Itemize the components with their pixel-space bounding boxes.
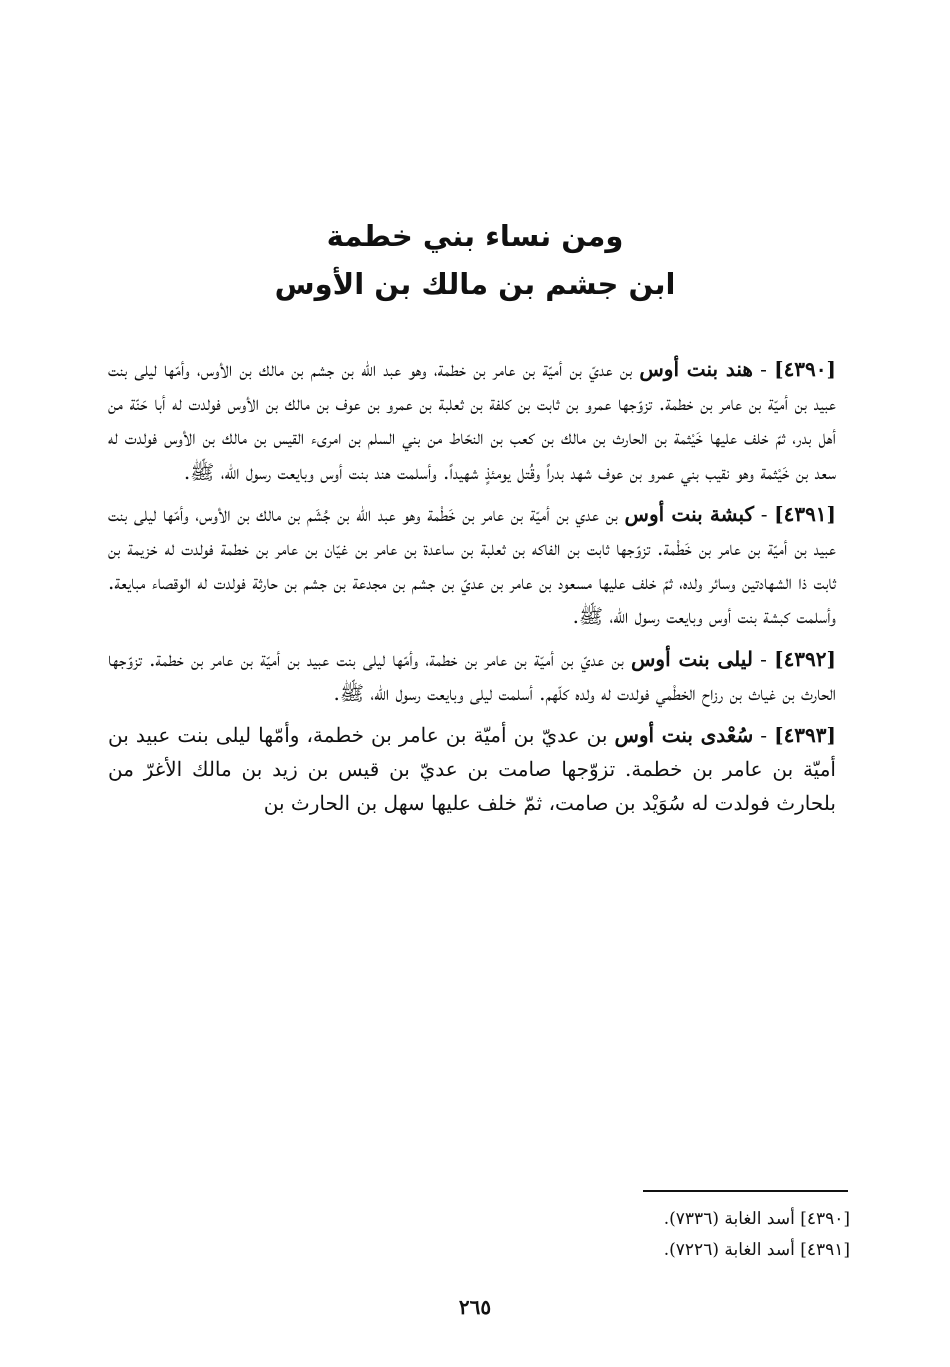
entry-number: [٤٣٩٢] — [774, 646, 836, 671]
footnote-4390: [٤٣٩٠] أسد الغابة (٧٣٣٦). — [663, 1209, 850, 1229]
entry-text: بن عدي بن أميّة بن عامر بن خَطْمة وهو عبد الله بن جُشَم بن مالك بن الأوس، وأمّها ليلى بنت عبيد بن أميّة بن عامر بن خَطْمة. تزوّجها ثابت بن الفاكه بن ثعلبة بن ساعدة بن عامر بن غيّان بن عامر بن خطمة فولدت له خزيمة بن ثابت ذا الشهادتين وسائر ولده، ثمّ خلف عليها مسعود بن عامر بن عديّ بن جشم بن مجدعة بن جشم بن حارثة فولدت له الوقصاء مبايعة. وأسلمت كبشة بنت أوس وبايعت رسول الله، ﷺ. — [108, 501, 836, 629]
entry-name: كبشة بنت أوس — [624, 501, 755, 526]
entry-4390: [٤٣٩٠] - هند بنت أوس بن عديّ بن أميّة بن عامر بن خطمة، وهو عبد الله بن جشم بن مالك بن الأوس، وأمّها ليلى بنت عبيد بن أميّة بن عامر بن خطمة. تزوّجها عمرو بن ثابت بن كلفة بن ثعلبة بن عمرو بن عوف بن مالك بن الأوس فولدت له أبا حَنّة من أهل بدر، ثمّ خلف عليها خَيْثمة بن الحارث بن مالك بن كعب بن النحّاط من بني السلم بن امرىء القيس بن مالك بن الأوس فولدت له سعد بن خَيْثمة وهو نقيب بني عمرو بن عوف شهد بدراً وقُتل يومئذٍ شهيداً. وأسلمت هند بنت أوس وبايعت رسول الله، ﷺ. — [108, 357, 836, 484]
entry-number: [٤٣٩٠] — [774, 357, 836, 381]
entry-name: سُعْدى بنت أوس — [614, 723, 754, 748]
body-text — [108, 352, 836, 821]
entry-4391: [٤٣٩١] - كبشة بنت أوس بن عدي بن أميّة بن عامر بن خَطْمة وهو عبد الله بن جُشَم بن مالك بن الأوس، وأمّها ليلى بنت عبيد بن أميّة بن عامر بن خَطْمة. تزوّجها ثابت بن الفاكه بن ثعلبة بن ساعدة بن عامر بن غيّان بن عامر بن خطمة فولدت له خزيمة بن ثابت ذا الشهادتين وسائر ولده، ثمّ خلف عليها مسعود بن عامر بن عديّ بن جشم بن مجدعة بن جشم بن حارثة فولدت له الوقصاء مبايعة. وأسلمت كبشة بنت أوس وبايعت رسول الله، ﷺ. — [108, 501, 837, 629]
section-heading — [120, 212, 830, 308]
entry-text: بن عديّ بن أميّة بن عامر بن خطمة، وهو عبد الله بن جشم بن مالك بن الأوس، وأمّها ليلى بنت عبيد بن أميّة بن عامر بن خطمة. تزوّجها عمرو بن ثابت بن كلفة بن ثعلبة بن عمرو بن عوف بن مالك بن الأوس فولدت له أبا حَنّة من أهل بدر، ثمّ خلف عليها خَيْثمة بن الحارث بن مالك بن كعب بن النحّاط من بني السلم بن امرىء القيس بن مالك بن الأوس فولدت له سعد بن خَيْثمة وهو نقيب بني عمرو بن عوف شهد بدراً وقُتل يومئذٍ شهيداً. وأسلمت هند بنت أوس وبايعت رسول الله، ﷺ. — [108, 357, 836, 484]
entry-name: ليلى بنت أوس — [631, 646, 753, 671]
footnote-divider — [643, 1190, 848, 1192]
footnote-4391: [٤٣٩١] أسد الغابة (٧٢٢٦). — [663, 1240, 850, 1260]
entry-4392: [٤٣٩٢] - ليلى بنت أوس بن عديّ بن أميّة بن عامر بن خطمة، وأمّها ليلى بنت عبيد بن أميّة بن عامر بن خطمة. تزوّجها الحارث بن غياث بن رزاح الخطْمي فولدت له ولده كلّهم. أسلمت ليلى وبايعت رسول الله، ﷺ. — [108, 646, 836, 705]
entry-text: بن عديّ بن أميّة بن عامر بن خطمة، وأمّها ليلى بنت عبيد بن أميّة بن عامر بن خطمة. تزوّجها الحارث بن غياث بن رزاح الخطْمي فولدت له ولده كلّهم. أسلمت ليلى وبايعت رسول الله، ﷺ. — [108, 646, 836, 705]
entry-number: [٤٣٩٣] — [774, 723, 836, 748]
footnotes — [400, 1204, 850, 1266]
entry-text: بن عديّ بن أميّة بن عامر بن خطمة، وأمّها ليلى بنت عبيد بن أميّة بن عامر بن خطمة. تزوّجها صامت بن عديّ بن قيس بن زيد بن مالك الأغرّ من بلحارث فولدت له سُوَيْد بن صامت، ثمّ خلف عليها سهل بن الحارث بن — [108, 723, 836, 816]
page-number: ٢٦٥ — [458, 1295, 492, 1319]
entry-name: هند بنت أوس — [639, 357, 753, 381]
heading-line-1: ومن نساء بني خطمة — [326, 219, 624, 253]
entry-4393: [٤٣٩٣] - سُعْدى بنت أوس بن عديّ بن أميّة بن عامر بن خطمة، وأمّها ليلى بنت عبيد بن أميّة بن عامر بن خطمة. تزوّجها صامت بن عديّ بن قيس بن زيد بن مالك الأغرّ من بلحارث فولدت له سُوَيْد بن صامت، ثمّ خلف عليها سهل بن الحارث بن — [108, 723, 836, 816]
entry-number: [٤٣٩١] — [774, 501, 837, 526]
heading-line-2: ابن جشم بن مالك بن الأوس — [274, 267, 676, 301]
